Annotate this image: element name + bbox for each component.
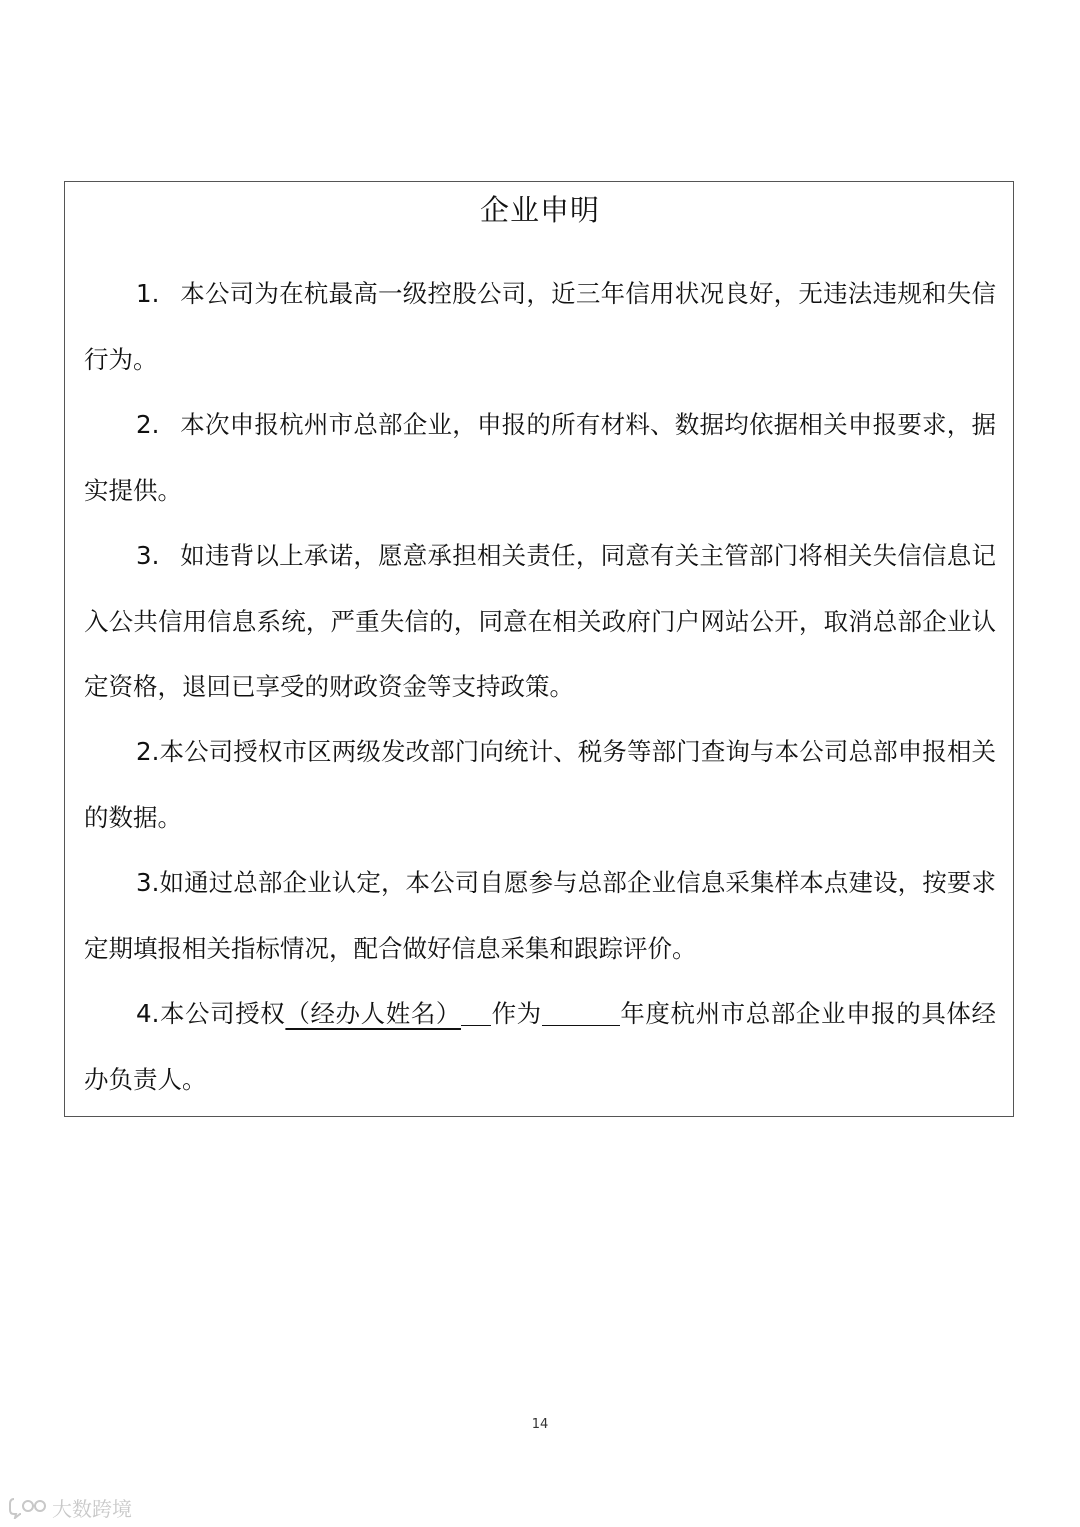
item-text: 如违背以上承诺，愿意承担相关责任，同意有关主管部门将相关失信信息记入公共信用信息系统，严重失信的，同意在相关政府门户网站公开，取消总部企业认定资格，退回已享受的财政资金等支持政策。 [84,541,996,701]
item-text-middle: 作为 [490,999,542,1028]
page-title: 企业申明 [479,193,600,227]
declaration-item-5 [84,850,996,981]
item-text: 本次申报杭州市总部企业，申报的所有材料、数据均依据相关申报要求，据实提供。 [84,410,996,505]
bubble-logo-icon [8,1495,48,1519]
declaration-item-6 [84,981,996,1112]
item-number: 2. [136,410,160,439]
declaration-item-3 [84,523,996,720]
item-text: 2.本公司授权市区两级发改部门向统计、税务等部门查询与本公司总部申报相关的数据。 [84,737,996,832]
year-blank-field [542,1003,620,1026]
underline-spacer [461,1003,491,1026]
declaration-item-2 [84,392,996,523]
item-text: 3.如通过总部企业认定，本公司自愿参与总部企业信息采集样本点建设，按要求定期填报相关指标情况，配合做好信息采集和跟踪评价。 [84,868,996,963]
item-text-suffix: 年度杭州市总部企业申报的具体经办负责人。 [84,999,997,1094]
page-number: 14 [531,1417,549,1432]
item-number: 3. [136,541,160,570]
declaration-item-4 [84,719,996,850]
item-number: 1. [136,279,160,308]
watermark [8,1494,132,1520]
item-text-prefix: 4.本公司授权 [136,999,286,1028]
watermark-text: 大数跨境 [52,1496,132,1521]
agent-name-field: （经办人姓名） [285,999,461,1028]
declaration-item-1 [84,261,996,392]
item-text: 本公司为在杭最高一级控股公司，近三年信用状况良好，无违法违规和失信行为。 [84,279,996,374]
